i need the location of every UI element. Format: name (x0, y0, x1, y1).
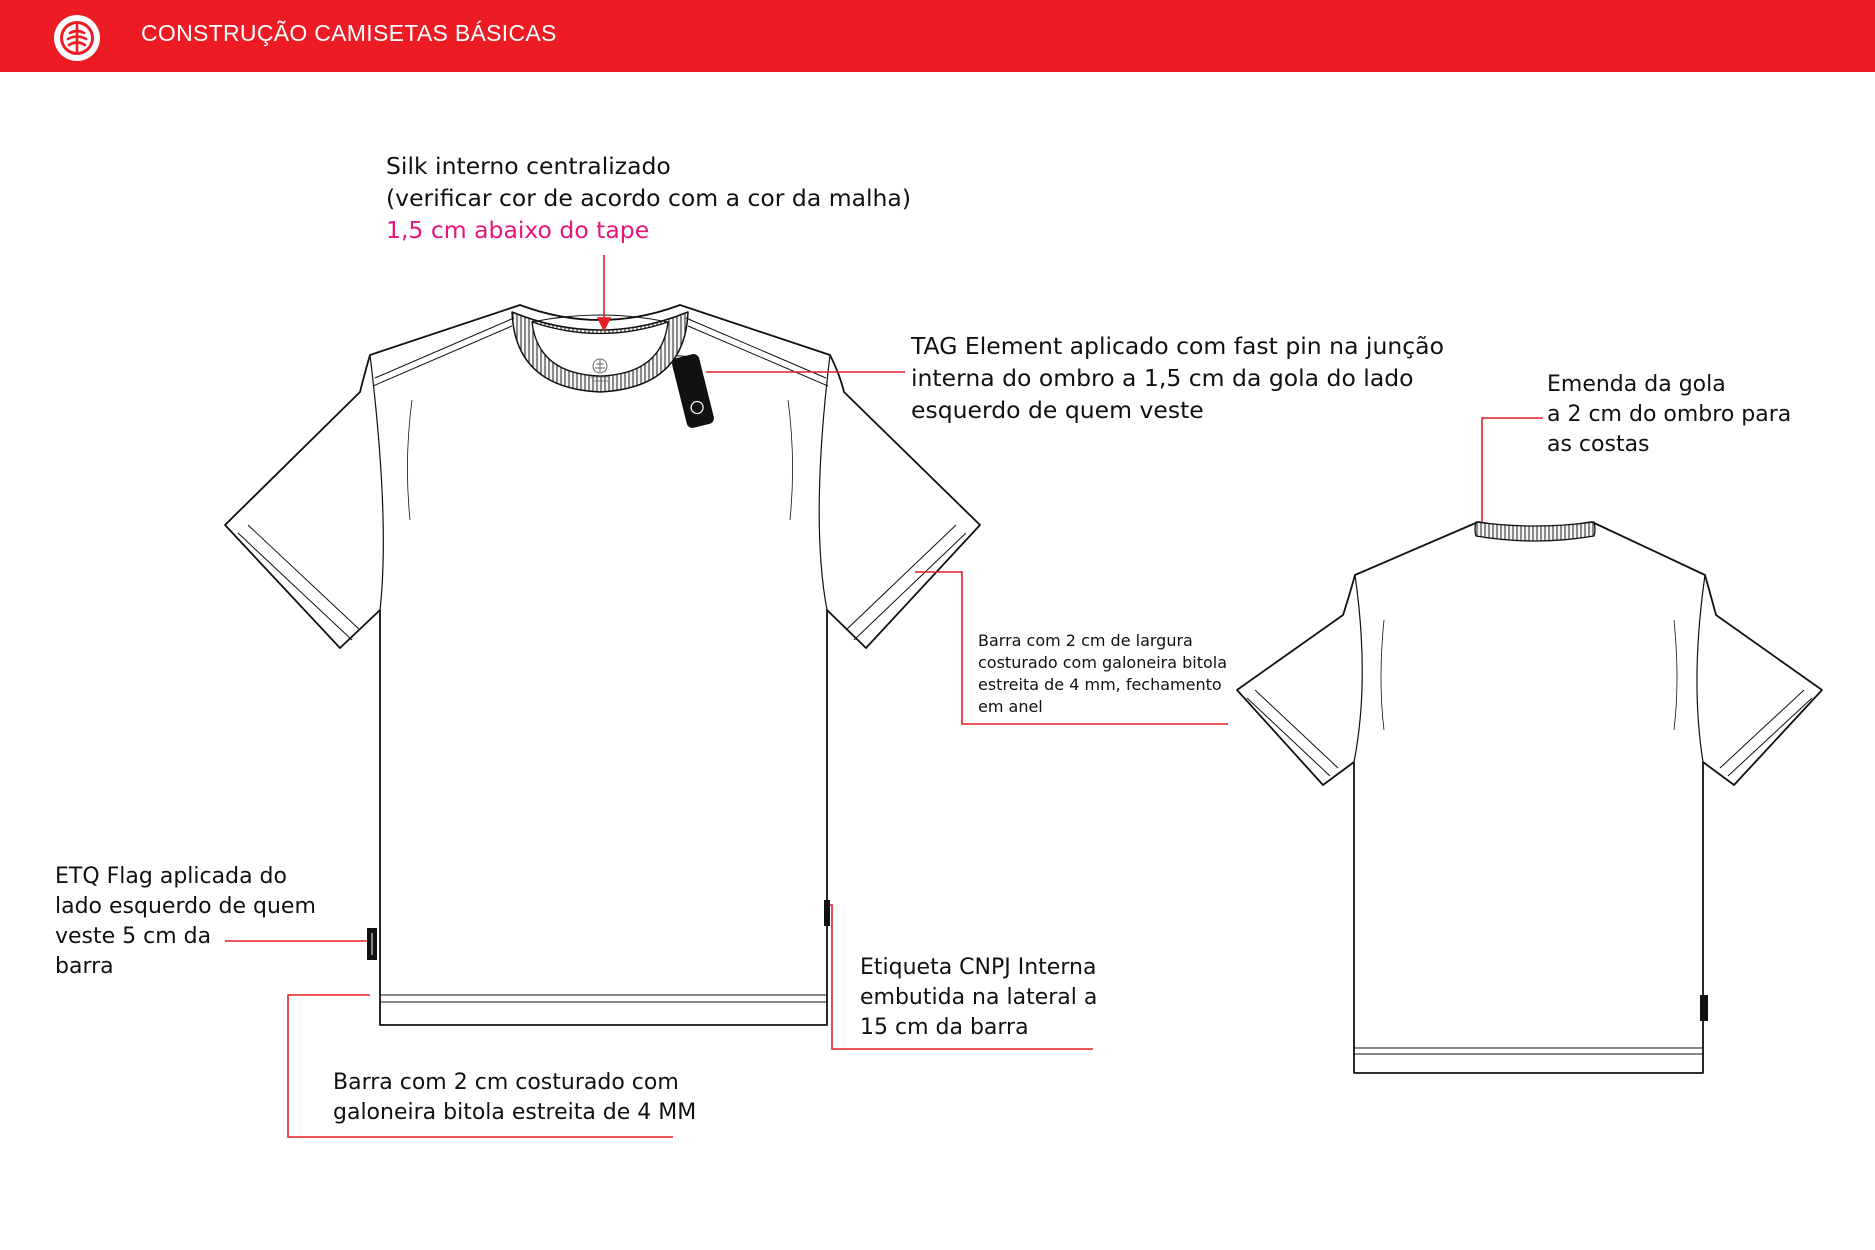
cnpj-label-line-3: 15 cm da barra (860, 1015, 1029, 1040)
back-outline (1237, 522, 1822, 1073)
sleeve-hem-line-2: costurado com galoneira bitola (978, 653, 1228, 672)
tag-line-3: esquerdo de quem veste (911, 396, 1204, 424)
collar-seam-line-3: as costas (1547, 432, 1650, 457)
tshirt-front (225, 305, 980, 1025)
flag-label-line-4: barra (55, 954, 114, 979)
sleeve-hem-annotation (978, 630, 1227, 718)
front-cnpj-label-icon (824, 900, 830, 926)
silk-line-3: 1,5 cm abaixo do tape (386, 216, 650, 244)
collar-seam-line-2: a 2 cm do ombro para (1547, 402, 1792, 427)
silk-annotation (386, 150, 911, 246)
flag-label-icon (367, 928, 377, 960)
tag-annotation (911, 330, 1444, 426)
flag-label-line-2: lado esquerdo de quem (55, 894, 316, 919)
collar-seam-line-1: Emenda da gola (1547, 372, 1726, 397)
front-outline (225, 305, 980, 1025)
body-hem-annotation (333, 1068, 696, 1128)
flag-label-annotation (55, 862, 316, 982)
back-cnpj-label-icon (1700, 995, 1708, 1021)
tag-line-2: interna do ombro a 1,5 cm da gola do lado (911, 364, 1414, 392)
sleeve-hem-line-1: Barra com 2 cm de largura (978, 631, 1193, 650)
tshirt-back (1237, 522, 1822, 1073)
sleeve-hem-line-4: em anel (978, 697, 1043, 716)
cnpj-label-line-2: embutida na lateral a (860, 985, 1098, 1010)
silk-line-1: Silk interno centralizado (386, 152, 671, 180)
back-collar-rib (1475, 522, 1595, 541)
body-hem-line-1: Barra com 2 cm costurado com (333, 1070, 679, 1095)
flag-label-line-3: veste 5 cm da (55, 924, 212, 949)
cnpj-label-annotation (860, 953, 1097, 1043)
flag-label-line-1: ETQ Flag aplicada do (55, 864, 287, 889)
silk-line-2: (verificar cor de acordo com a cor da malha) (386, 184, 911, 212)
cnpj-label-line-1: Etiqueta CNPJ Interna (860, 955, 1097, 980)
page-title: CONSTRUÇÃO CAMISETAS BÁSICAS (141, 20, 557, 46)
body-hem-line-2: galoneira bitola estreita de 4 MM (333, 1100, 697, 1125)
tag-line-1: TAG Element aplicado com fast pin na junção (911, 332, 1444, 360)
sleeve-hem-line-3: estreita de 4 mm, fechamento (978, 675, 1222, 694)
collar-seam-leader (1482, 418, 1543, 522)
collar-seam-annotation (1547, 370, 1791, 460)
